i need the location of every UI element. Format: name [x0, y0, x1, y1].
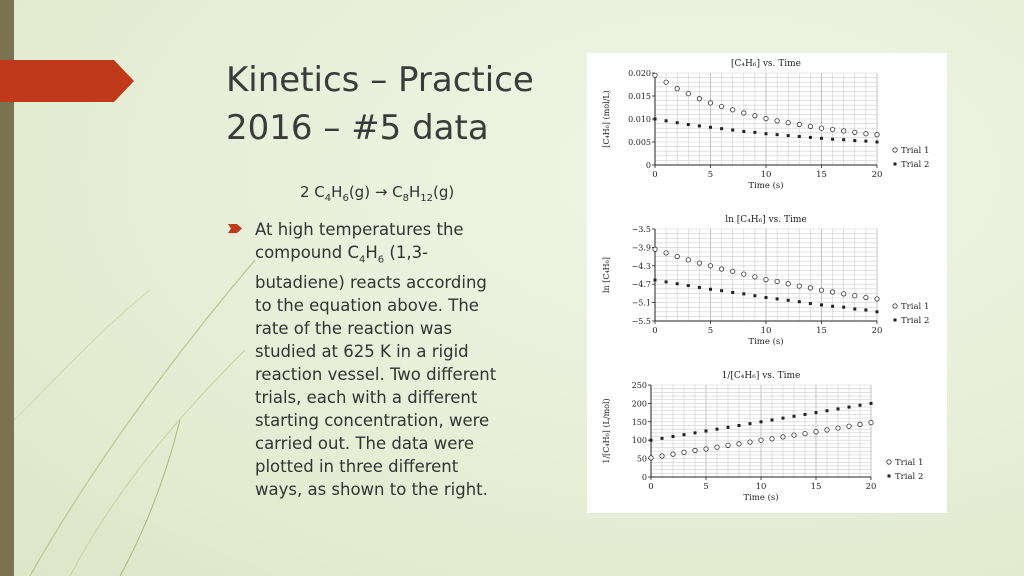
trial-1-point [715, 445, 719, 449]
trial-2-point [654, 118, 657, 121]
legend-trial-2-marker [894, 163, 897, 166]
trial-1-point [819, 288, 823, 292]
trial-2-point [716, 428, 719, 431]
trial-1-point [675, 254, 679, 258]
y-tick-label: −4.3 [631, 261, 651, 271]
trial-1-point [719, 267, 723, 271]
trial-1-point [864, 295, 868, 299]
legend-trial-1-marker [893, 148, 897, 152]
trial-1-point [875, 132, 879, 136]
slide-title [226, 56, 586, 152]
y-tick-label: 100 [631, 436, 647, 446]
trial-2-point [753, 131, 756, 134]
trial-1-point [803, 431, 807, 435]
y-tick-label: 0.020 [628, 69, 651, 78]
bullet-line: carried out. The data were [255, 434, 474, 454]
legend-trial-2-label: Trial 2 [901, 160, 930, 170]
trial-2-point [676, 282, 679, 285]
x-tick-label: 20 [865, 482, 877, 492]
trial-1-point [660, 454, 664, 458]
trial-2-point [831, 305, 834, 308]
trial-2-point [720, 127, 723, 130]
chart-title: [C₄H₆] vs. Time [730, 59, 802, 69]
y-tick-label: 50 [636, 454, 647, 464]
trial-2-point [842, 138, 845, 141]
y-axis-label: [C₄H₆] (mol/L) [602, 90, 611, 148]
trial-1-point [764, 116, 768, 120]
trial-2-point [727, 426, 730, 429]
trial-1-point [842, 292, 846, 296]
bullet-line: trials, each with a different [255, 388, 478, 408]
legend-trial-1-label: Trial 1 [901, 146, 930, 156]
trial-2-point [731, 291, 734, 294]
chart-1 [602, 59, 929, 191]
trial-2-point [705, 430, 708, 433]
eq-part: (g) → C [348, 183, 403, 201]
bullet-line-part: (1,3- [384, 243, 429, 262]
x-tick-label: 5 [703, 482, 709, 492]
trial-2-point [809, 302, 812, 305]
trial-2-point [698, 286, 701, 289]
y-axis-label: ln [C₄H₆] [602, 256, 611, 294]
bullet-line-part: H [365, 243, 378, 262]
trial-2-point [650, 439, 653, 442]
x-tick-label: 10 [760, 326, 772, 336]
trial-2-point [698, 124, 701, 127]
trial-2-point [687, 123, 690, 126]
y-tick-label: −5.5 [631, 317, 651, 326]
trial-2-point [709, 126, 712, 129]
legend-trial-2-label: Trial 2 [901, 316, 930, 326]
trial-2-point [859, 404, 862, 407]
trial-1-point [825, 428, 829, 432]
trial-2-point [793, 415, 796, 418]
trial-1-point [808, 124, 812, 128]
trial-1-point [869, 420, 873, 424]
trial-2-point [771, 418, 774, 421]
trial-2-point [820, 303, 823, 306]
legend-trial-2-marker [888, 475, 891, 478]
trial-1-point [708, 264, 712, 268]
trial-1-point [797, 284, 801, 288]
trial-1-point [853, 294, 857, 298]
trial-2-point [787, 134, 790, 137]
legend-trial-2-marker [894, 319, 897, 322]
trial-1-point [697, 97, 701, 101]
trial-2-point [876, 141, 879, 144]
trial-1-point [792, 433, 796, 437]
trial-2-point [804, 413, 807, 416]
trial-1-point [786, 120, 790, 124]
trial-1-point [836, 426, 840, 430]
trial-2-point [694, 431, 697, 434]
trial-1-point [719, 104, 723, 108]
trial-2-point [831, 138, 834, 141]
trial-2-point [853, 139, 856, 142]
trial-1-point [819, 126, 823, 130]
eq-sub: 8 [402, 193, 410, 204]
bullet-line: butadiene) reacts according [255, 273, 487, 293]
chart-3 [602, 371, 923, 503]
bullet-line: starting concentration, were [255, 411, 490, 431]
y-tick-label: −3.9 [631, 243, 651, 253]
x-tick-label: 10 [760, 170, 772, 180]
trial-2-point [809, 136, 812, 139]
trial-1-point [775, 279, 779, 283]
trial-2-point [853, 308, 856, 311]
trial-2-point [776, 297, 779, 300]
trial-1-point [704, 447, 708, 451]
trial-2-point [820, 137, 823, 140]
eq-part: H [409, 183, 421, 201]
reaction-equation [300, 183, 454, 204]
title-line-1: Kinetics – Practice [226, 60, 534, 100]
trial-1-point [753, 275, 757, 279]
chart-title: 1/[C₄H₆] vs. Time [721, 371, 801, 381]
x-axis-label: Time (s) [748, 337, 784, 347]
bullet-line-part: compound C [255, 243, 359, 262]
trial-1-point [708, 101, 712, 105]
trial-1-point [781, 435, 785, 439]
trial-2-point [720, 289, 723, 292]
trial-1-point [842, 129, 846, 133]
trial-1-point [653, 73, 657, 77]
trial-1-point [726, 443, 730, 447]
bullet-text [255, 218, 540, 501]
bullet-sub: 4 [358, 254, 366, 266]
y-tick-label: −5.1 [631, 298, 651, 308]
trial-2-point [661, 437, 664, 440]
x-tick-label: 5 [707, 170, 714, 180]
trial-2-point [876, 310, 879, 313]
trial-2-point [798, 135, 801, 138]
legend-trial-2-label: Trial 2 [895, 472, 924, 482]
trial-2-point [798, 300, 801, 303]
trial-1-point [814, 430, 818, 434]
trial-1-point [748, 440, 752, 444]
trial-1-point [770, 437, 774, 441]
trial-1-point [693, 448, 697, 452]
trial-2-point [753, 294, 756, 297]
bullet-arrow-icon [228, 224, 242, 233]
trial-1-point [864, 132, 868, 136]
trial-2-point [760, 420, 763, 423]
eq-sub: 12 [420, 193, 434, 204]
eq-sub: 4 [324, 193, 332, 204]
trial-2-point [665, 119, 668, 122]
y-tick-label: −4.7 [631, 280, 651, 290]
eq-part: H [331, 183, 343, 201]
y-tick-label: 200 [631, 399, 647, 409]
charts-svg [587, 53, 947, 513]
x-axis-label: Time (s) [743, 493, 779, 503]
bullet-line: studied at 625 K in a rigid [255, 342, 469, 362]
x-tick-label: 0 [652, 326, 658, 336]
trial-1-point [664, 80, 668, 84]
trial-2-point [815, 411, 818, 414]
trial-1-point [697, 261, 701, 265]
x-axis-label: Time (s) [748, 181, 784, 191]
eq-part: (g) [433, 183, 455, 201]
eq-part: 2 C [300, 183, 325, 201]
trial-2-point [672, 435, 675, 438]
bullet-line [255, 241, 540, 271]
trial-2-point [742, 130, 745, 133]
x-tick-label: 20 [871, 326, 883, 336]
bullet-line: plotted in three different [255, 457, 459, 477]
trial-1-point [682, 450, 686, 454]
trial-1-point [686, 92, 690, 96]
trial-2-point [687, 284, 690, 287]
trial-1-point [858, 422, 862, 426]
decorative-lines [0, 0, 260, 576]
x-tick-label: 15 [810, 482, 822, 492]
x-tick-label: 15 [816, 326, 827, 336]
bullet-line: At high temperatures the [255, 220, 464, 239]
trial-2-point [837, 407, 840, 410]
trial-1-point [830, 127, 834, 131]
trial-1-point [759, 438, 763, 442]
trial-1-point [786, 282, 790, 286]
trial-2-point [864, 140, 867, 143]
trial-2-point [870, 402, 873, 405]
trial-1-point [671, 452, 675, 456]
bullet-line: reaction vessel. Two different [255, 365, 497, 385]
trial-1-point [775, 119, 779, 123]
x-tick-label: 0 [648, 482, 654, 492]
trial-1-point [853, 130, 857, 134]
trial-1-point [731, 108, 735, 112]
bullet-sub: 6 [377, 254, 385, 266]
trial-2-point [742, 292, 745, 295]
x-tick-label: 10 [755, 482, 767, 492]
bullet-line: ways, as shown to the right. [255, 480, 488, 500]
trial-1-point [753, 114, 757, 118]
trial-1-point [649, 456, 653, 460]
chart-2 [602, 215, 929, 347]
trial-2-point [749, 422, 752, 425]
trial-1-point [653, 247, 657, 251]
legend-trial-1-label: Trial 1 [895, 458, 924, 468]
trial-1-point [737, 442, 741, 446]
charts-figure [587, 53, 947, 513]
trial-2-point [683, 433, 686, 436]
legend-trial-1-marker [893, 304, 897, 308]
trial-1-point [742, 111, 746, 115]
x-tick-label: 20 [871, 170, 883, 180]
chart-title: ln [C₄H₆] vs. Time [725, 215, 807, 225]
trial-1-point [686, 258, 690, 262]
trial-2-point [665, 280, 668, 283]
y-tick-label: 0.010 [628, 115, 651, 124]
y-tick-label: 0.015 [628, 92, 651, 101]
x-tick-label: 15 [816, 170, 827, 180]
legend-trial-1-marker [887, 460, 891, 464]
y-tick-label: 150 [631, 417, 647, 427]
y-axis-label: 1/[C₄H₆] (L/mol) [602, 398, 611, 464]
trial-1-point [742, 272, 746, 276]
title-line-2: 2016 – #5 data [226, 108, 489, 148]
trial-2-point [738, 424, 741, 427]
trial-2-point [782, 417, 785, 420]
trial-2-point [709, 288, 712, 291]
eq-sub: 6 [342, 193, 349, 204]
trial-1-point [875, 297, 879, 301]
bullet-line: to the equation above. The [255, 296, 479, 316]
y-tick-label: −3.5 [631, 225, 651, 234]
trial-2-point [676, 121, 679, 124]
trial-2-point [826, 409, 829, 412]
trial-1-point [797, 122, 801, 126]
trial-1-point [808, 286, 812, 290]
bullet-line: rate of the reaction was [255, 319, 453, 339]
trial-1-point [847, 424, 851, 428]
trial-1-point [764, 277, 768, 281]
trial-2-point [765, 296, 768, 299]
y-tick-label: 0 [641, 473, 647, 482]
trial-1-point [731, 269, 735, 273]
trial-2-point [842, 306, 845, 309]
trial-2-point [776, 133, 779, 136]
legend-trial-1-label: Trial 1 [901, 302, 930, 312]
trial-2-point [848, 406, 851, 409]
trial-2-point [787, 299, 790, 302]
y-tick-label: 250 [631, 381, 647, 390]
x-tick-label: 0 [652, 170, 658, 180]
y-tick-label: 0 [645, 161, 651, 170]
trial-1-point [675, 86, 679, 90]
x-tick-label: 5 [707, 326, 714, 336]
y-tick-label: 0.005 [628, 138, 651, 147]
trial-2-point [765, 132, 768, 135]
trial-2-point [731, 129, 734, 132]
trial-1-point [830, 290, 834, 294]
trial-1-point [664, 251, 668, 255]
trial-2-point [654, 279, 657, 282]
trial-2-point [864, 308, 867, 311]
